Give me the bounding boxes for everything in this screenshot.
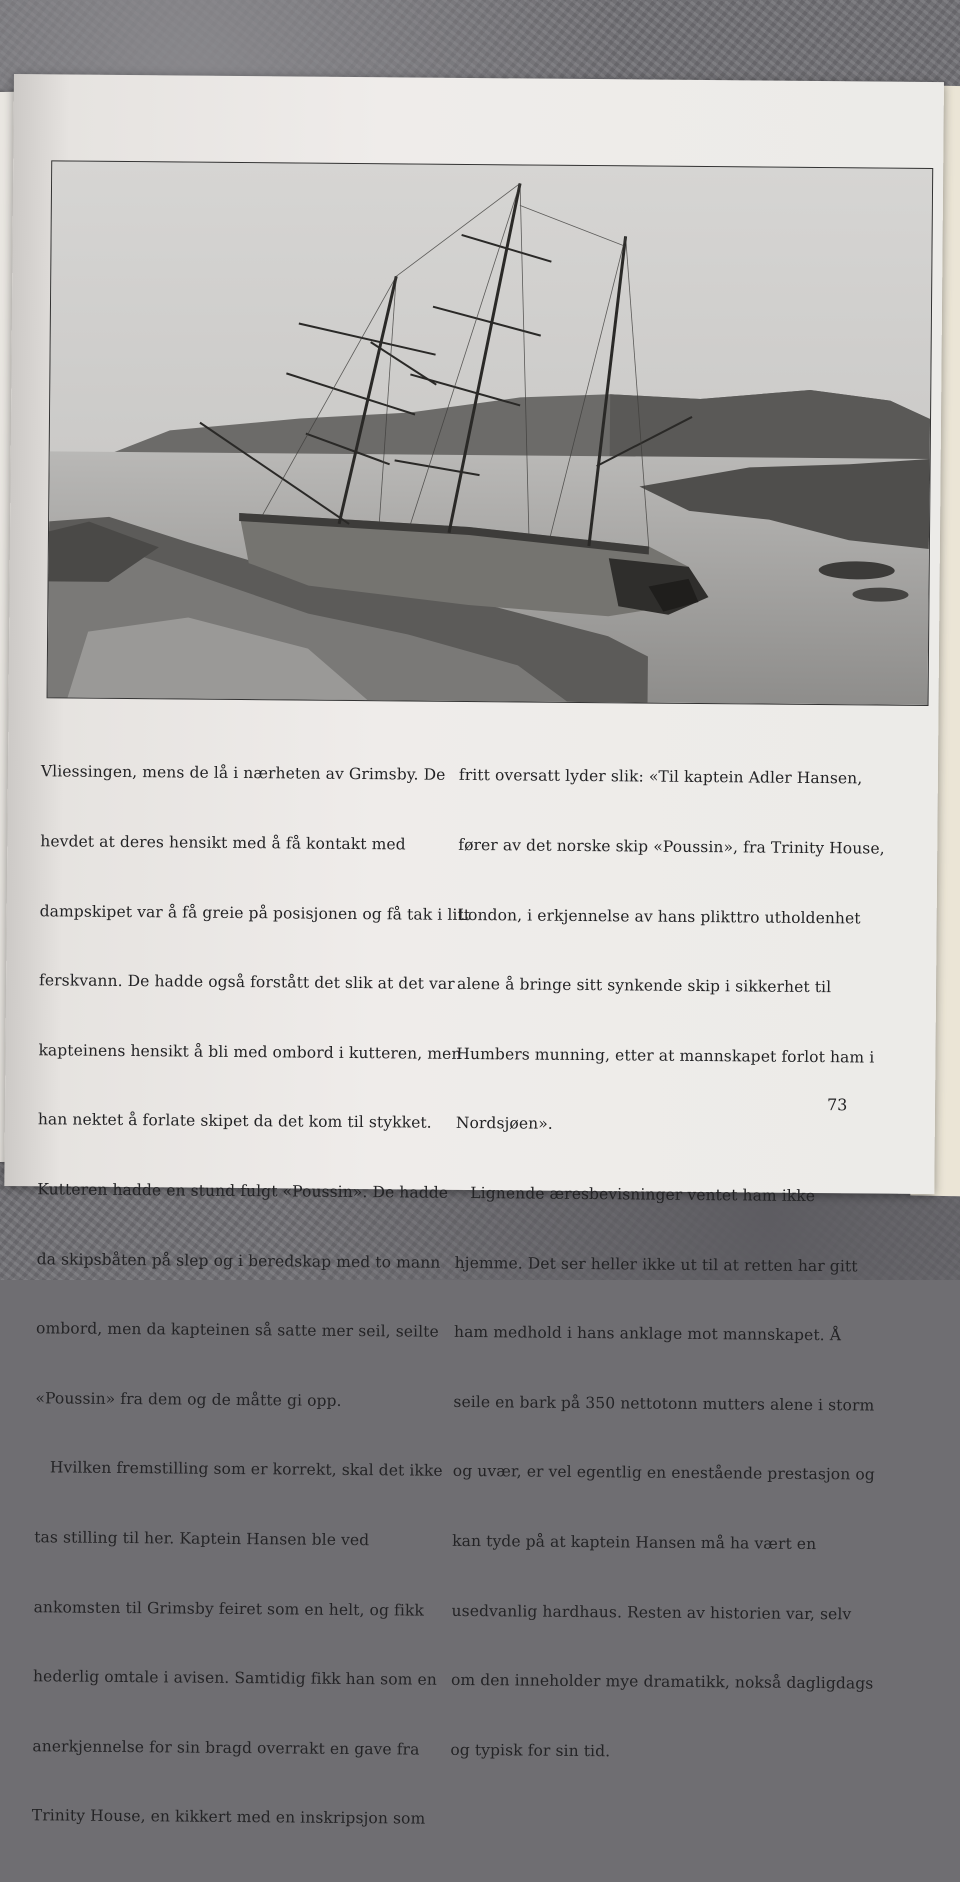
text-column-left	[31, 714, 471, 1877]
text-line: kapteinens hensikt å bli med ombord i kutteren, men	[38, 1041, 462, 1063]
text-line: fritt oversatt lyder slik: «Til kaptein Adler Hansen,	[458, 766, 863, 788]
text-line: hederlig omtale i avisen. Samtidig fikk han som en	[32, 1667, 437, 1689]
text-line: «Poussin» fra dem og de måtte gi opp.	[35, 1388, 342, 1410]
text-line: anerkjennelse for sin bragd overrakt en gave fra	[32, 1736, 420, 1759]
text-line: Trinity House, en kikkert med en inskripsjon som	[31, 1806, 426, 1828]
text-line: Hvilken fremstilling som er korrekt, skal det ikke	[34, 1458, 443, 1481]
ship-photograph-image	[48, 161, 933, 705]
book-page	[4, 74, 944, 1828]
text-line: hjemme. Det ser heller ikke ut til at retten har gitt	[454, 1253, 858, 1275]
text-line: dampskipet var å få greie på posisjonen og få tak i litt	[39, 901, 471, 924]
text-line: Kutteren hadde en stund fulgt «Poussin». De hadde	[37, 1180, 449, 1202]
text-line: fører av det norske skip «Poussin», fra Trinity House,	[458, 835, 885, 858]
text-line: Humbers munning, etter at mannskapet forlot ham i	[456, 1044, 875, 1067]
text-line: ham medhold i hans anklage mot mannskapet. Å	[453, 1323, 842, 1345]
text-line: ferskvann. De hadde også forstått det slik at det var	[39, 971, 455, 994]
text-line: og uvær, er vel egentlig en enestående prestasjon og	[452, 1462, 875, 1484]
text-line: Lignende æresbevisninger ventet ham ikke	[455, 1183, 816, 1206]
text-line: kan tyde på at kaptein Hansen må ha vært en	[452, 1531, 817, 1553]
text-line: Nordsjøen».	[455, 1114, 553, 1134]
ship-photograph	[47, 160, 934, 706]
text-line: tas stilling til her. Kaptein Hansen ble ved	[34, 1528, 370, 1550]
text-line: ombord, men da kapteinen så satte mer seil, seilte	[35, 1319, 439, 1341]
text-line: alene å bringe sitt synkende skip i sikkerhet til	[456, 975, 832, 997]
page-number: 73	[826, 1095, 848, 1115]
text-line: da skipsbåten på slep og i beredskap med to mann	[36, 1249, 441, 1272]
text-line: ankomsten til Grimsby feiret som en helt, og fikk	[33, 1597, 425, 1620]
text-line: London, i erkjennelse av hans plikttro utholdenhet	[457, 905, 861, 928]
text-line: hevdet at deres hensikt med å få kontakt med	[40, 832, 406, 854]
text-line: om den inneholder mye dramatikk, nokså dagligdags	[450, 1671, 874, 1693]
text-line: han nektet å forlate skipet da det kom til stykket.	[37, 1110, 432, 1133]
text-line: usedvanlig hardhaus. Resten av historien var, selv	[451, 1601, 852, 1623]
text-line: og typisk for sin tid.	[450, 1740, 611, 1760]
text-line: seile en bark på 350 nettotonn mutters alene i storm	[453, 1392, 875, 1415]
text-column-right	[450, 718, 899, 1812]
text-line: Vliessingen, mens de lå i nærheten av Grimsby. De	[40, 762, 446, 785]
